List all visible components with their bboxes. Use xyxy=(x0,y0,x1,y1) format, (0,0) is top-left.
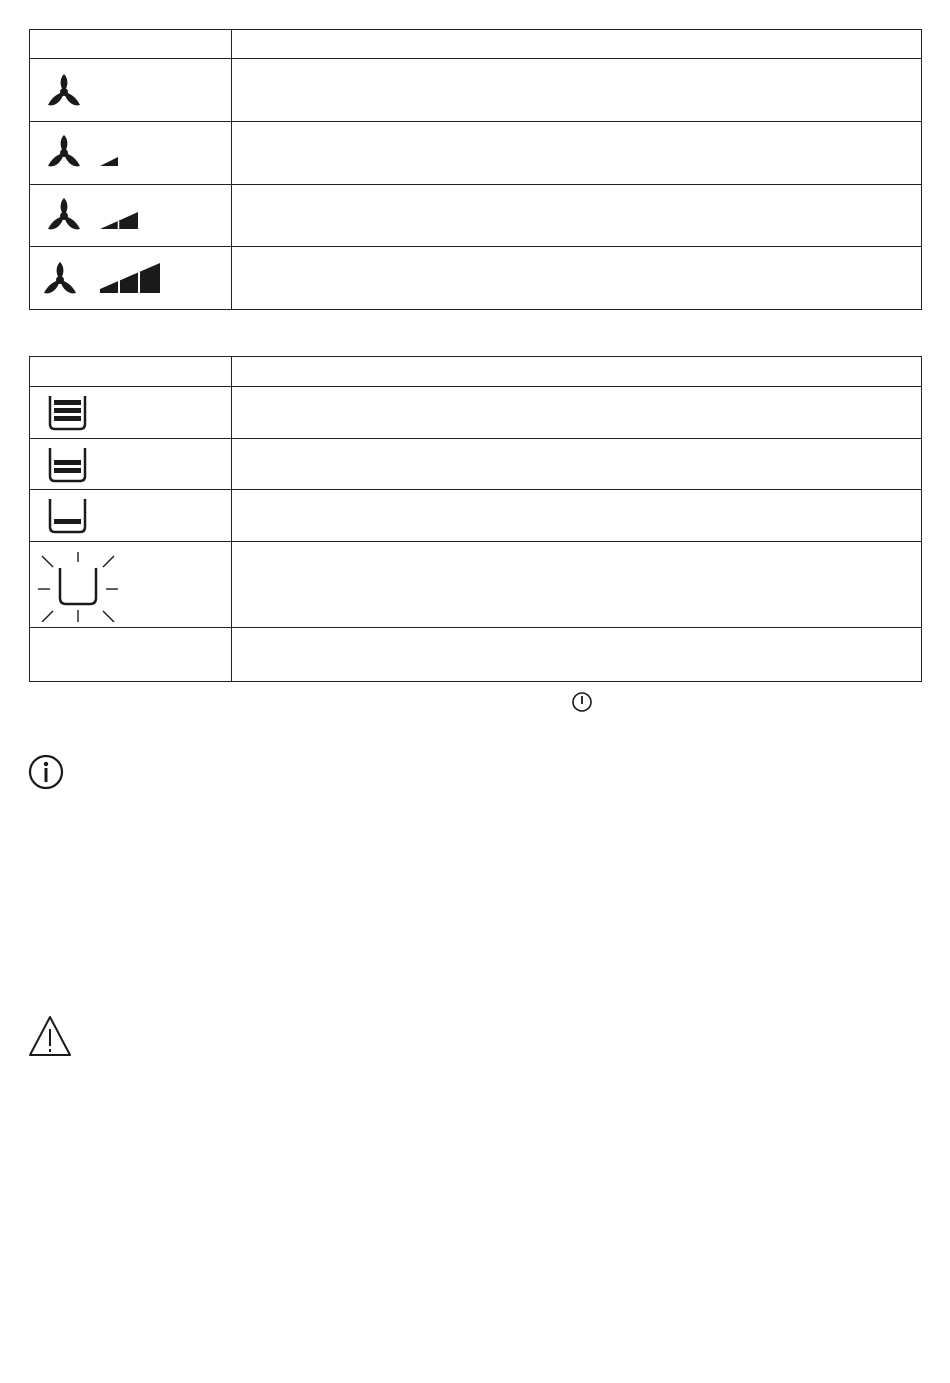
header-cell-description xyxy=(232,30,921,58)
speed-level-2-icon xyxy=(98,209,142,231)
header-cell-description xyxy=(232,357,921,386)
info-icon xyxy=(28,754,64,790)
header-cell-symbol xyxy=(30,357,232,386)
fan-icon xyxy=(42,71,86,111)
fan-icon xyxy=(42,195,86,235)
row-text xyxy=(232,387,921,438)
speed-level-3-icon xyxy=(98,261,162,295)
row-text xyxy=(232,628,921,681)
table-row xyxy=(30,627,921,681)
tank-two-thirds-icon xyxy=(48,446,88,484)
table-row xyxy=(30,246,921,309)
header-cell-symbol xyxy=(30,30,232,58)
tank-one-third-icon xyxy=(48,497,88,535)
water-level-table xyxy=(29,356,922,682)
table-row xyxy=(30,541,921,627)
table-header xyxy=(30,30,921,59)
table-row xyxy=(30,121,921,184)
tank-full-icon xyxy=(48,394,88,432)
row-text xyxy=(232,185,921,246)
row-text xyxy=(232,247,921,309)
table-row xyxy=(30,489,921,541)
row-symbol-empty xyxy=(30,628,232,681)
fan-icon xyxy=(42,132,86,172)
row-text xyxy=(232,490,921,541)
row-text xyxy=(232,542,921,627)
table-header xyxy=(30,357,921,387)
row-text xyxy=(232,59,921,121)
table-row xyxy=(30,184,921,246)
power-icon xyxy=(571,691,593,713)
speed-level-1-icon xyxy=(98,154,122,168)
fan-icon xyxy=(38,259,82,299)
warning-icon xyxy=(27,1014,73,1058)
table-row xyxy=(30,59,921,121)
fan-speed-table xyxy=(29,29,922,310)
tank-empty-flashing-icon xyxy=(36,548,120,622)
table-row xyxy=(30,387,921,438)
row-text xyxy=(232,439,921,489)
table-row xyxy=(30,438,921,489)
row-text xyxy=(232,122,921,184)
